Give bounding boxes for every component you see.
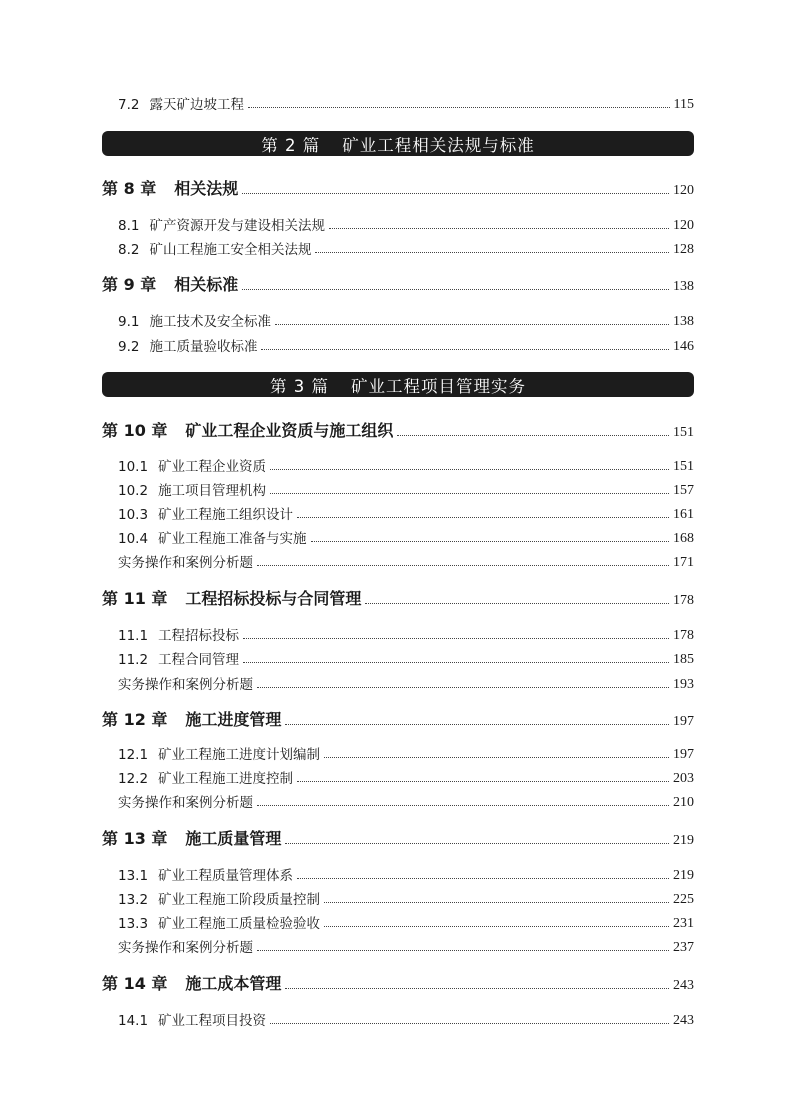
toc-entry-section[interactable] — [102, 93, 694, 113]
dot-leader — [285, 842, 669, 844]
entry-title: 露天矿边坡工程 — [149, 97, 244, 113]
toc-entry-section[interactable] — [102, 1009, 694, 1029]
dot-leader — [285, 723, 669, 725]
entry-title: 工程招标投标与合同管理 — [185, 589, 362, 608]
page-number: 243 — [673, 978, 694, 993]
dot-leader — [257, 686, 669, 688]
entry-number: 14.1 — [118, 1013, 149, 1029]
entry-number: 10.4 — [118, 531, 149, 547]
page-number: 193 — [673, 677, 694, 692]
entry-title: 矿业工程施工质量检验验收 — [158, 916, 321, 932]
entry-title: 矿业工程项目投资 — [158, 1013, 267, 1029]
page-number: 243 — [673, 1013, 694, 1028]
toc-entry-section[interactable] — [102, 214, 694, 234]
entry-title: 矿业工程质量管理体系 — [158, 868, 294, 884]
part-number: 第 3 篇 — [270, 376, 329, 396]
entry-number: 13.1 — [118, 868, 149, 884]
page-number: 120 — [673, 183, 694, 198]
entry-title: 矿业工程企业资质 — [158, 459, 267, 475]
page-number: 197 — [673, 747, 694, 762]
entry-title: 施工进度管理 — [185, 710, 282, 729]
dot-leader — [329, 227, 669, 229]
entry-number: 第 14 章 — [102, 974, 168, 993]
dot-leader — [248, 106, 670, 108]
entry-number: 12.2 — [118, 771, 149, 787]
toc-entry-section[interactable] — [102, 455, 694, 475]
toc-entry-section[interactable] — [102, 864, 694, 884]
page-number: 231 — [673, 916, 694, 931]
dot-leader — [242, 192, 669, 194]
page-number: 185 — [673, 652, 694, 667]
dot-leader — [285, 987, 669, 989]
entry-title: 施工质量管理 — [185, 829, 282, 848]
dot-leader — [315, 251, 669, 253]
entry-number: 第 12 章 — [102, 710, 168, 729]
entry-title: 矿业工程企业资质与施工组织 — [185, 421, 394, 440]
page-number: 171 — [673, 555, 694, 570]
page-number: 138 — [673, 279, 694, 294]
toc-entry-section[interactable] — [102, 527, 694, 547]
entry-number: 第 9 章 — [102, 275, 157, 294]
dot-leader — [397, 434, 669, 436]
page-number: 157 — [673, 483, 694, 498]
entry-number: 8.2 — [118, 242, 140, 258]
part-title: 矿业工程项目管理实务 — [351, 376, 526, 396]
entry-title: 施工技术及安全标准 — [149, 314, 271, 330]
dot-leader — [243, 637, 669, 639]
dot-leader — [257, 949, 669, 951]
dot-leader — [270, 468, 669, 470]
part-banner — [102, 372, 694, 397]
page-number: 178 — [673, 628, 694, 643]
page-number: 138 — [673, 314, 694, 329]
toc-entry-chapter[interactable] — [102, 418, 694, 441]
dot-leader — [270, 1022, 669, 1024]
entry-title: 施工项目管理机构 — [158, 483, 267, 499]
page-number: 197 — [673, 714, 694, 729]
entry-title: 工程合同管理 — [158, 652, 240, 668]
page-number: 219 — [673, 868, 694, 883]
entry-number: 7.2 — [118, 97, 140, 113]
toc-entry-chapter[interactable] — [102, 826, 694, 849]
entry-title: 施工质量验收标准 — [149, 339, 258, 355]
toc-entry-section[interactable] — [102, 912, 694, 932]
entry-number: 第 8 章 — [102, 179, 157, 198]
dot-leader — [243, 661, 669, 663]
toc-entry-section[interactable] — [102, 479, 694, 499]
entry-number: 11.2 — [118, 652, 149, 668]
page-number: 225 — [673, 892, 694, 907]
toc-entry-section[interactable] — [102, 310, 694, 330]
entry-number: 12.1 — [118, 747, 149, 763]
page-number: 115 — [673, 97, 694, 112]
dot-leader — [311, 540, 669, 542]
dot-leader — [297, 877, 669, 879]
dot-leader — [365, 602, 669, 604]
entry-number: 9.1 — [118, 314, 140, 330]
entry-title: 实务操作和案例分析题 — [118, 677, 253, 693]
dot-leader — [257, 564, 669, 566]
toc-entry-chapter[interactable] — [102, 272, 694, 295]
dot-leader — [242, 288, 669, 290]
page-number: 237 — [673, 940, 694, 955]
toc-entry-chapter[interactable] — [102, 971, 694, 994]
toc-entry-section[interactable] — [102, 767, 694, 787]
toc-entry-chapter[interactable] — [102, 586, 694, 609]
entry-number: 11.1 — [118, 628, 149, 644]
entry-title: 矿山工程施工安全相关法规 — [149, 242, 312, 258]
page-number: 168 — [673, 531, 694, 546]
entry-number: 第 11 章 — [102, 589, 168, 608]
toc-entry-section[interactable] — [102, 888, 694, 908]
page-number: 210 — [673, 795, 694, 810]
toc-entry-chapter[interactable] — [102, 176, 694, 199]
entry-title: 实务操作和案例分析题 — [118, 940, 253, 956]
toc-entry-section[interactable] — [102, 503, 694, 523]
part-title: 矿业工程相关法规与标准 — [342, 135, 535, 155]
dot-leader — [324, 901, 669, 903]
page-number: 151 — [673, 459, 694, 474]
page-number: 178 — [673, 593, 694, 608]
toc-entry-section[interactable] — [102, 238, 694, 258]
page-number: 219 — [673, 833, 694, 848]
entry-number: 10.3 — [118, 507, 149, 523]
page-number: 120 — [673, 218, 694, 233]
dot-leader — [324, 756, 669, 758]
toc-entry-practice[interactable] — [102, 673, 694, 693]
part-number: 第 2 篇 — [261, 135, 321, 155]
entry-title: 实务操作和案例分析题 — [118, 555, 253, 571]
toc-entry-section[interactable] — [102, 743, 694, 763]
entry-title: 矿产资源开发与建设相关法规 — [149, 218, 325, 234]
dot-leader — [261, 348, 669, 350]
toc-entry-section[interactable] — [102, 648, 694, 668]
dot-leader — [275, 323, 669, 325]
entry-title: 矿业工程施工准备与实施 — [158, 531, 307, 547]
entry-number: 8.1 — [118, 218, 140, 234]
page-number: 151 — [673, 425, 694, 440]
entry-title: 施工成本管理 — [185, 974, 282, 993]
toc-entry-practice[interactable] — [102, 791, 694, 811]
entry-number: 第 10 章 — [102, 421, 168, 440]
entry-title: 相关标准 — [174, 275, 239, 294]
entry-title: 工程招标投标 — [158, 628, 240, 644]
entry-title: 矿业工程施工进度控制 — [158, 771, 294, 787]
toc-entry-section[interactable] — [102, 624, 694, 644]
entry-title: 矿业工程施工组织设计 — [158, 507, 294, 523]
page-number: 203 — [673, 771, 694, 786]
toc-entry-practice[interactable] — [102, 936, 694, 956]
entry-title: 相关法规 — [174, 179, 239, 198]
page-number: 128 — [673, 242, 694, 257]
dot-leader — [270, 492, 669, 494]
dot-leader — [297, 516, 669, 518]
part-banner — [102, 131, 694, 156]
toc-entry-practice[interactable] — [102, 551, 694, 571]
toc-entry-section[interactable] — [102, 335, 694, 355]
page-number: 161 — [673, 507, 694, 522]
entry-number: 第 13 章 — [102, 829, 168, 848]
dot-leader — [297, 780, 669, 782]
dot-leader — [257, 804, 669, 806]
dot-leader — [324, 925, 669, 927]
entry-number: 10.2 — [118, 483, 149, 499]
entry-number: 9.2 — [118, 339, 140, 355]
page-number: 146 — [673, 339, 694, 354]
entry-number: 10.1 — [118, 459, 149, 475]
entry-title: 矿业工程施工阶段质量控制 — [158, 892, 321, 908]
entry-number: 13.2 — [118, 892, 149, 908]
entry-title: 矿业工程施工进度计划编制 — [158, 747, 321, 763]
entry-number: 13.3 — [118, 916, 149, 932]
toc-entry-chapter[interactable] — [102, 707, 694, 730]
entry-title: 实务操作和案例分析题 — [118, 795, 253, 811]
